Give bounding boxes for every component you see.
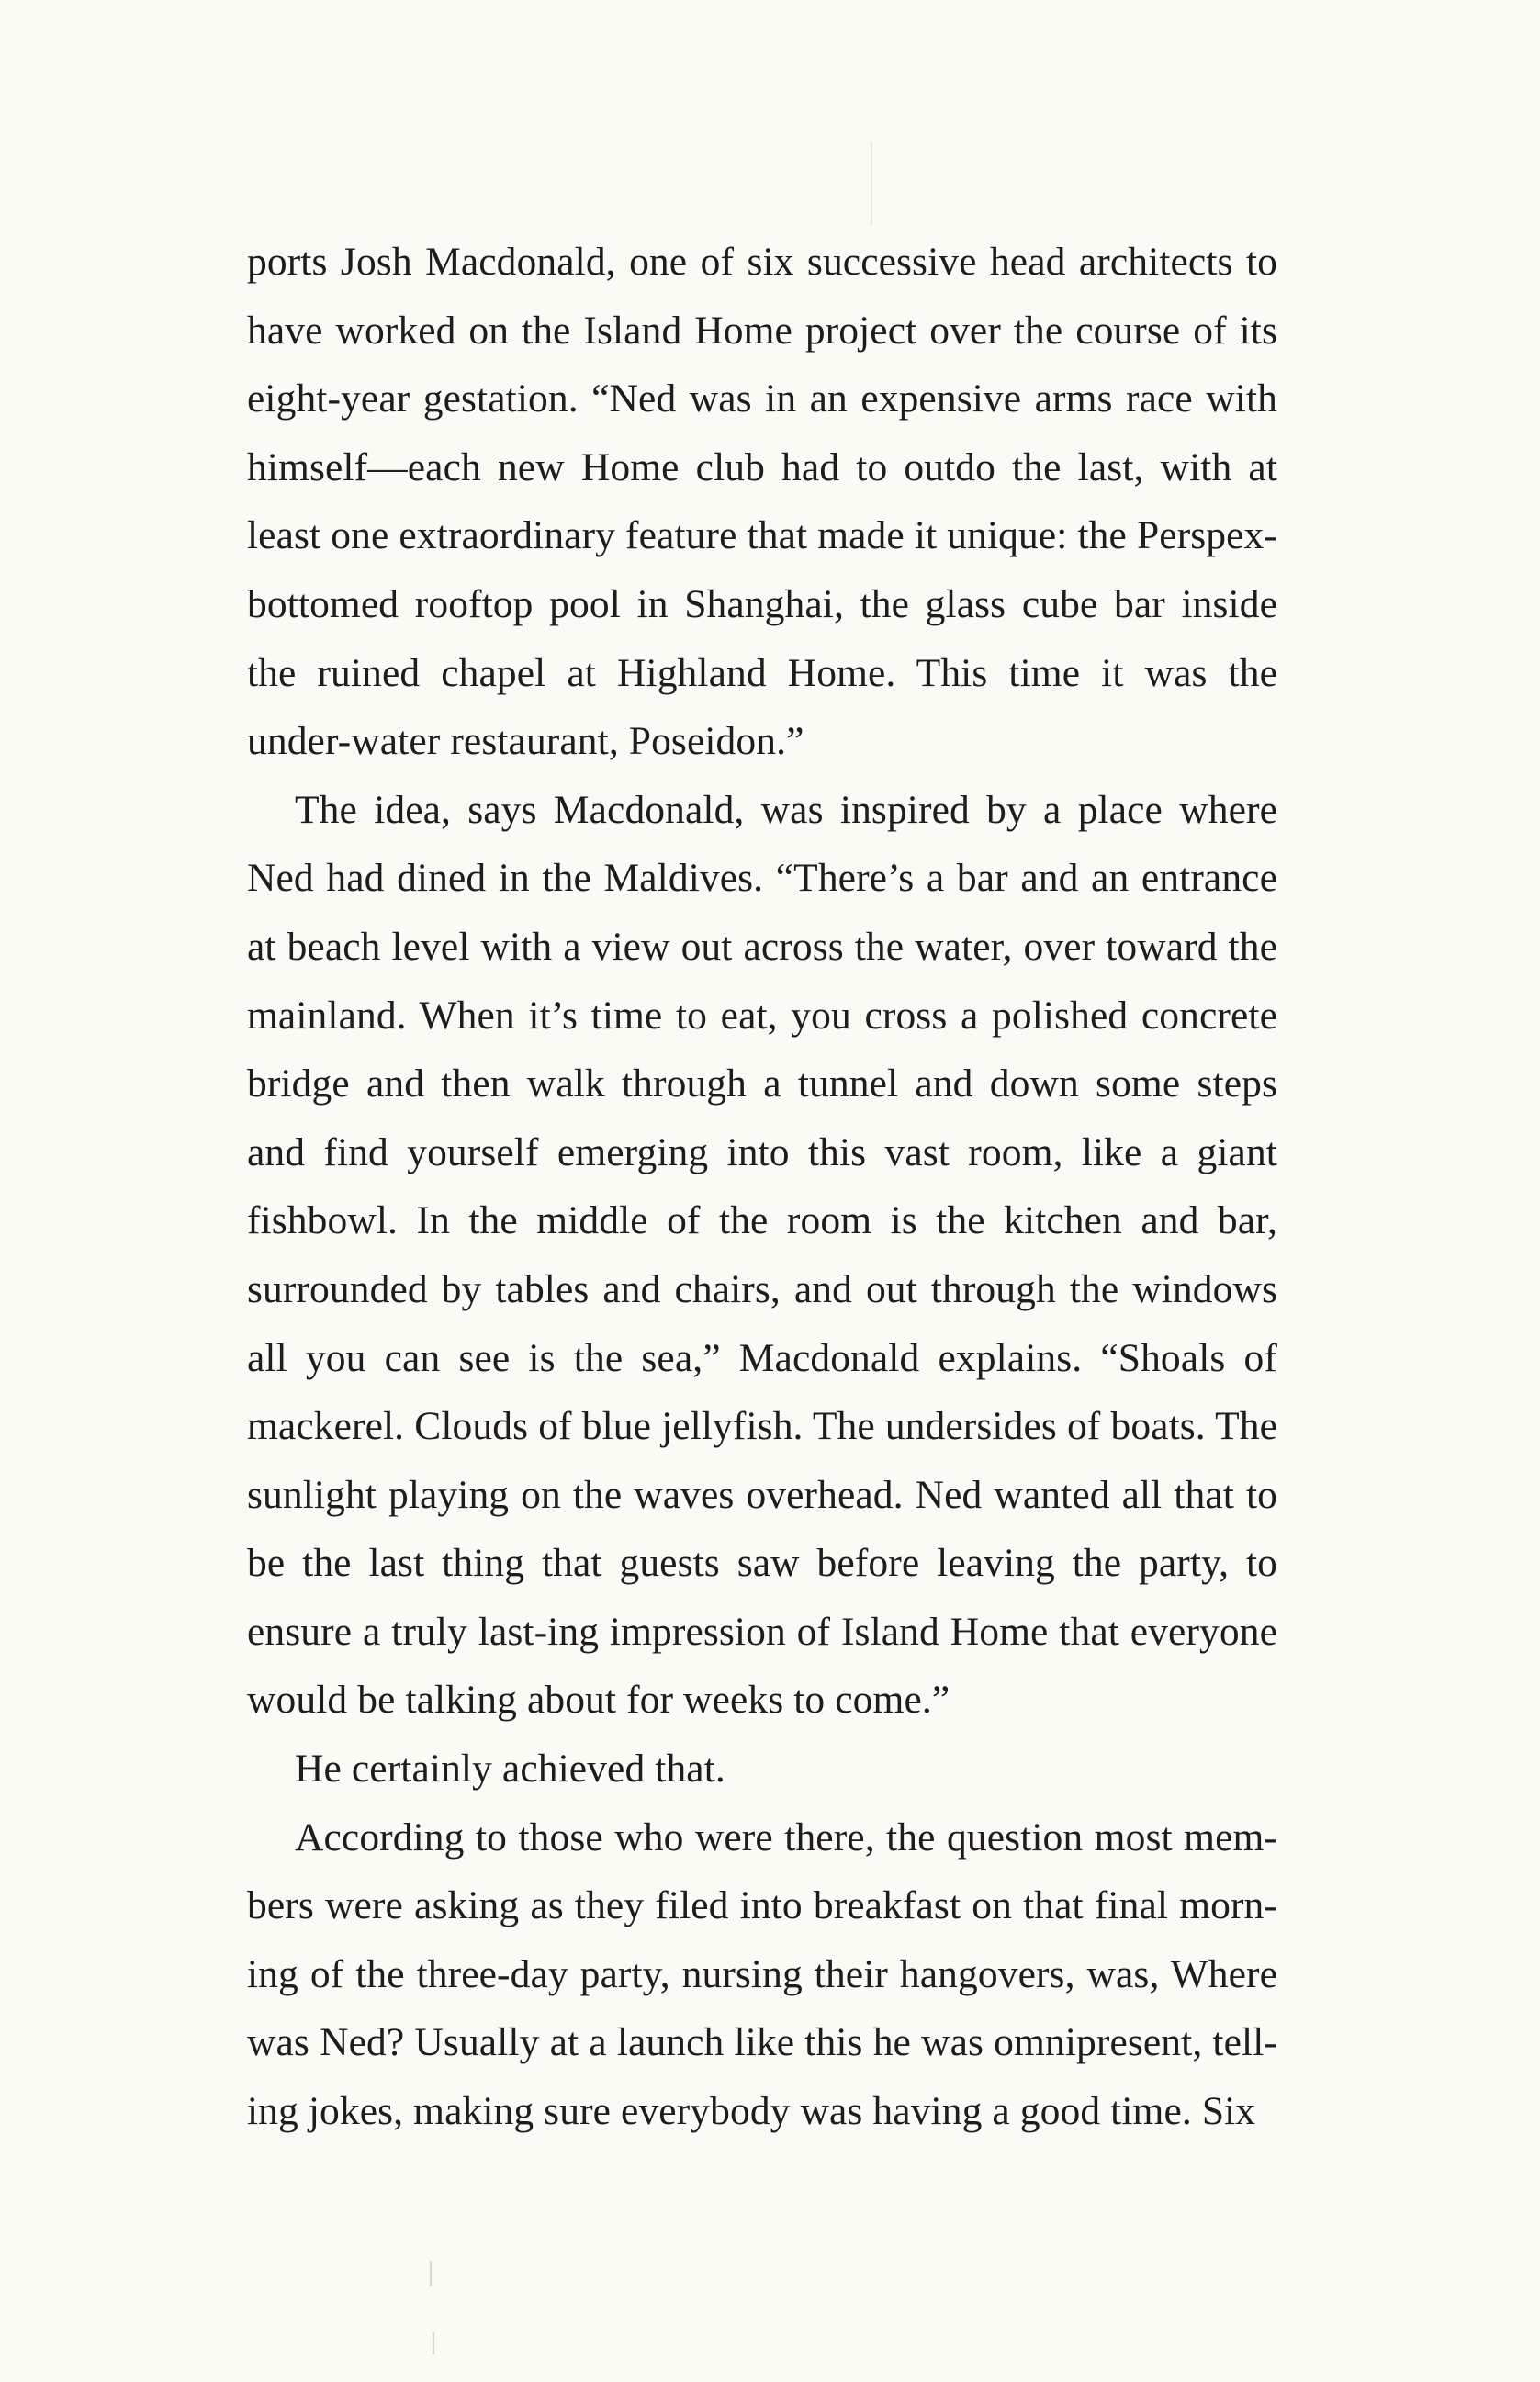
paragraph-1: ports Josh Macdonald, one of six successive head architects to have worked on the Island Home project over the course of its eight-year gestation. “Ned was in an expensive arms race with himself—each new Home club had to outdo the last, with at least one extraordinary feature that made it unique: the Perspex-bottomed rooftop pool in Shanghai, the glass cube bar inside the ruined chapel at Highland Home. This time it was the under-water restaurant, Poseidon.” (247, 240, 1277, 764)
paragraph-4: According to those who were there, the question most mem-bers were asking as they filed into breakfast on that final morn-ing of the three-day party, nursing their hangovers, was, Where was Ned? Usually at a launch like this he was omnipresent, tell-ing jokes, making sure everybody was having a good time. Six (247, 1815, 1277, 2134)
paragraph-3: He certainly achieved that. (295, 1747, 725, 1792)
scan-mark (433, 2332, 434, 2354)
scan-mark (430, 2261, 432, 2286)
paragraph-2: The idea, says Macdonald, was inspired by a place where Ned had dined in the Maldives. “There’s a bar and an entrance at beach level with a view out across the water, over toward the mainland. When it’s time to eat, you cross a polished concrete bridge and then walk through a tunnel and down some steps and find yourself emerging into this vast room, like a giant fishbowl. In the middle of the room is the kitchen and bar, surrounded by tables and chairs, and out through the windows all you can see is the sea,” Macdonald explains. “Shoals of mackerel. Clouds of blue jellyfish. The undersides of boats. The sunlight playing on the waves overhead. Ned wanted all that to be the last thing that guests saw before leaving the party, to ensure a truly last-ing impression of Island Home that everyone would be talking about for weeks to come.” (247, 787, 1277, 1723)
scan-mark (871, 142, 872, 225)
body-text (247, 228, 1277, 2146)
